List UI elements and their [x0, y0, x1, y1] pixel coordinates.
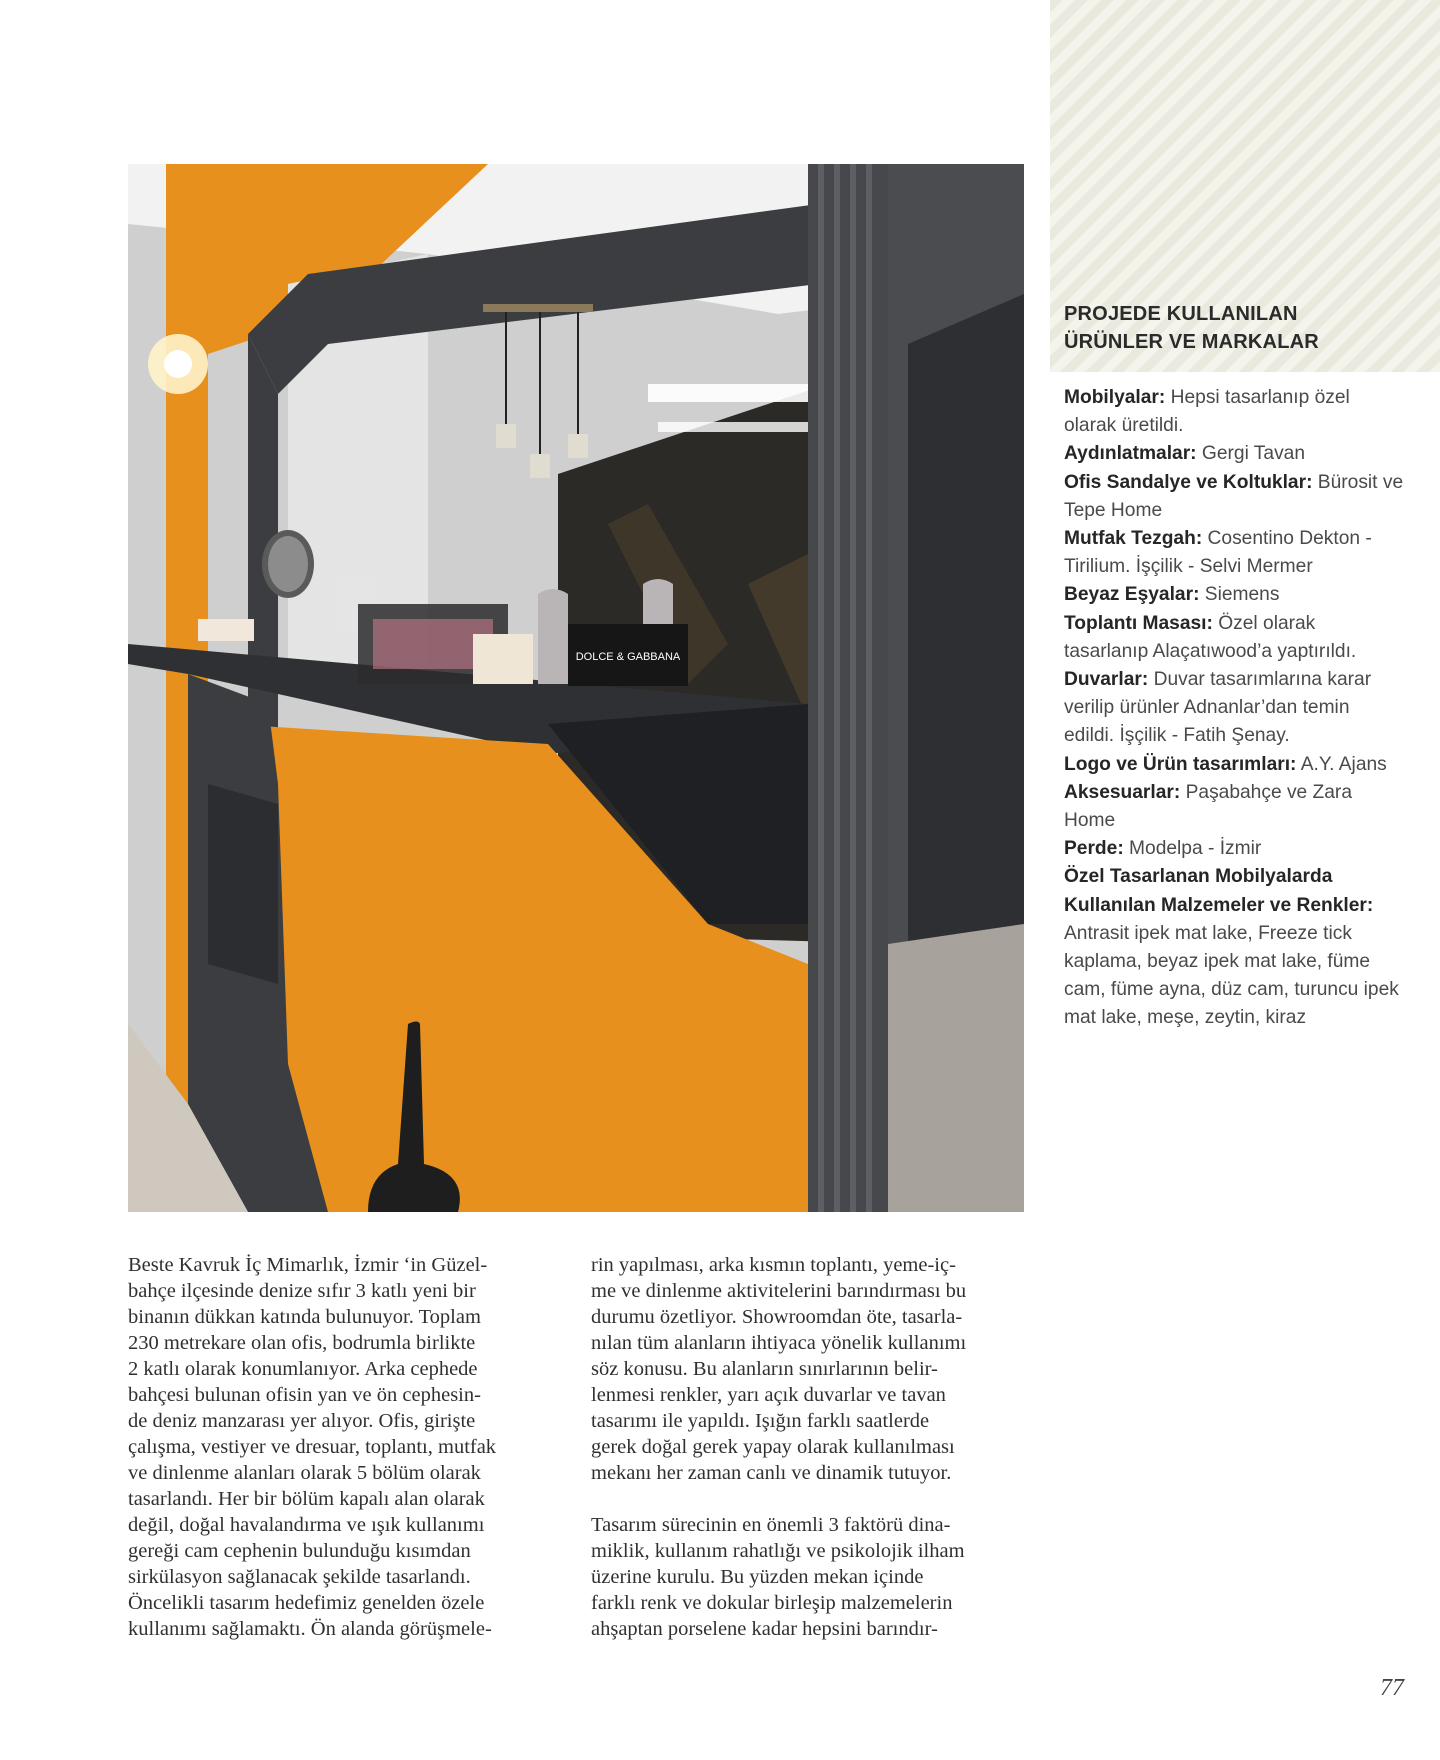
- product-label: Perde:: [1064, 838, 1124, 860]
- product-item: [1064, 863, 1404, 1032]
- page-number: 77: [1380, 1675, 1404, 1701]
- product-value: Antrasit ipek mat lake, Freeze tick kaplama, beyaz ipek mat lake, füme cam, füme ayna, düz cam, turuncu ipek mat lake, meşe, zeytin, kiraz: [1064, 922, 1399, 1029]
- product-item: [1064, 666, 1404, 751]
- product-value: Cosentino Dekton - Tirilium. İşçilik - Selvi Mermer: [1064, 528, 1372, 578]
- product-item: [1064, 835, 1404, 863]
- product-value: Duvar tasarımlarına karar verilip ürünler Adnanlar’dan temin edildi. İşçilik - Fatih Şenay.: [1064, 669, 1372, 747]
- products-heading-line1: PROJEDE KULLANILAN: [1064, 303, 1298, 325]
- products-heading: [1064, 300, 1424, 356]
- product-label: Toplantı Masası:: [1064, 612, 1213, 634]
- product-value: Özel olarak tasarlanıp Alaçatıwood’a yaptırıldı.: [1064, 612, 1357, 662]
- product-item: [1064, 440, 1404, 468]
- interior-photo-illustration: [128, 164, 1024, 1212]
- product-item: [1064, 751, 1404, 779]
- product-label: Aksesuarlar:: [1064, 781, 1181, 803]
- product-label: Ofis Sandalye ve Koltuklar:: [1064, 471, 1313, 493]
- product-value: Modelpa - İzmir: [1123, 838, 1262, 860]
- product-label: Logo ve Ürün tasarımları:: [1064, 753, 1297, 775]
- body-paragraph: Tasarım sürecinin en önemli 3 faktörü dina- miklik, kullanım rahatlığı ve psikolojik ilham üzerine kurulu. Bu yüzden mekan içinde farklı renk ve dokular birleşip malzemelerin ahşaptan porselene kadar hepsini barındır-: [591, 1514, 965, 1640]
- product-value: Siemens: [1199, 584, 1280, 606]
- interior-photo: [128, 164, 1024, 1212]
- product-label: Mutfak Tezgah:: [1064, 528, 1203, 550]
- product-item: [1064, 384, 1404, 440]
- box-brand-text: DOLCE & GABBANA: [575, 651, 681, 663]
- product-value: Gergi Tavan: [1196, 443, 1306, 465]
- product-label: Mobilyalar:: [1064, 387, 1166, 408]
- body-paragraph: Beste Kavruk İç Mimarlık, İzmir ‘in Güzel- bahçe ilçesinde denize sıfır 3 katlı yeni bir binanın dükkan katında bulunuyor. Toplam 230 metrekare olan ofis, bodrumla birlikte 2 katlı olarak konumlanıyor. Arka cephede bahçesi bulunan ofisin yan ve ön cephesin- de deniz manzarası yer alıyor. Ofis, girişte çalışma, vestiyer ve dresuar, toplantı, mutfak ve dinlenme alanları olarak 5 bölüm olarak tasarlandı. Her bir bölüm kapalı alan olarak değil, doğal havalandırma ve ışık kullanımı gereği cam cephenin bulunduğu kısımdan sirkülasyon sağlanacak şekilde tasarlandı. Öncelikli tasarım hedefimiz genelden özele kullanımı sağlamaktı. Ön alanda görüşmele-: [128, 1254, 497, 1640]
- product-item: [1064, 779, 1404, 835]
- body-column-right: [591, 1252, 1021, 1668]
- product-item: [1064, 469, 1404, 525]
- body-paragraph: rin yapılması, arka kısmın toplantı, yeme-iç- me ve dinlenme aktivitelerini barındırması bu durumu özetliyor. Showroomdan öte, tasarla- nılan tüm alanların ihtiyaca yönelik kullanımı söz konusu. Bu alanların sınırlarının belir- lenmesi renkler, yarı açık duvarlar ve tavan tasarımı ile yapıldı. Işığın farklı saatlerde gerek doğal gerek yapay olarak kullanılması mekanı her zaman canlı ve dinamik tutuyor.: [591, 1254, 967, 1484]
- product-value: Paşabahçe ve Zara Home: [1064, 781, 1352, 832]
- product-label: Duvarlar:: [1064, 669, 1149, 691]
- product-value: Hepsi tasarlanıp özel olarak üretildi.: [1064, 387, 1350, 437]
- product-label: Özel Tasarlanan Mobilyalarda Kullanılan Malzemeler ve Renkler:: [1064, 866, 1374, 916]
- product-value: A.Y. Ajans: [1296, 753, 1387, 775]
- product-item: [1064, 610, 1404, 666]
- products-heading-line2: ÜRÜNLER VE MARKALAR: [1064, 331, 1319, 353]
- products-list: [1064, 384, 1404, 1033]
- product-label: Aydınlatmalar:: [1064, 443, 1197, 465]
- product-value: Bürosit ve Tepe Home: [1064, 471, 1404, 521]
- product-item: [1064, 525, 1404, 581]
- body-column-left: [128, 1252, 558, 1668]
- product-item: [1064, 581, 1404, 609]
- product-label: Beyaz Eşyalar:: [1064, 584, 1200, 606]
